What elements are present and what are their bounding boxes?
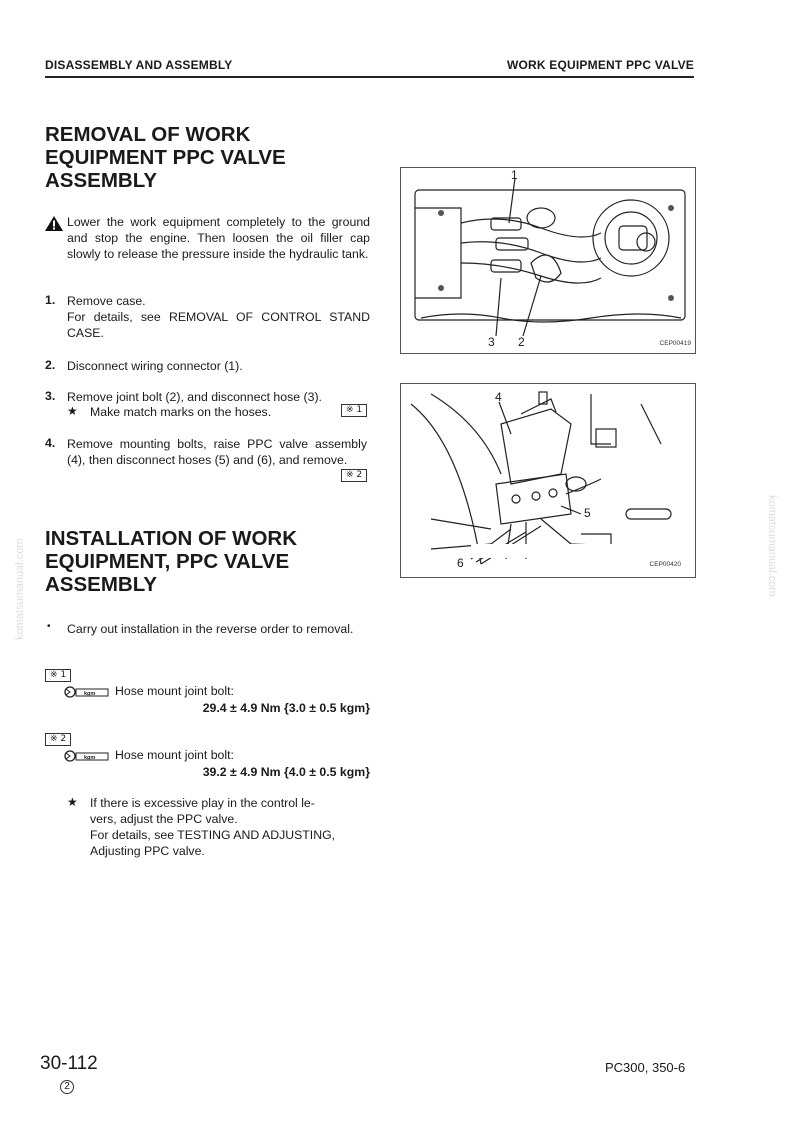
header-rule (45, 76, 694, 78)
star-icon: ★ (67, 404, 78, 418)
step-text (67, 293, 370, 341)
watermark-left: komatsumanual.com (14, 538, 26, 640)
torque-wrench-icon (64, 749, 110, 763)
watermark-right: komatsumanual.com (766, 495, 778, 597)
step-detail: For details, see REMOVAL OF CONTROL STAND CASE. (67, 310, 370, 340)
warning-text: Lower the work equipment completely to the ground and stop the engine. Then loosen the oil filler cap slowly to release the pressure inside the hydraulic tank. (67, 215, 370, 261)
step-text: Remove mounting bolts, raise PPC valve assembly (4), then disconnect hoses (5) and (6), and remove. (67, 437, 367, 467)
figure-callout: 4 (495, 390, 502, 404)
figure-code: CEP00419 (659, 340, 691, 347)
figure-ppc-valve-removal (400, 383, 696, 578)
step-number: 2. (45, 358, 56, 372)
installation-title-line: INSTALLATION OF WORK (45, 527, 298, 550)
figure-callout: 5 (584, 506, 591, 520)
page-number: 30-112 (40, 1053, 98, 1074)
installation-title-line: EQUIPMENT, PPC VALVE (45, 550, 290, 573)
bullet-icon: • (47, 621, 51, 632)
step-number: 3. (45, 389, 56, 403)
warning-triangle-icon (44, 215, 64, 232)
step-text: Remove joint bolt (2), and disconnect hose (3). (67, 390, 322, 404)
step-note: Make match marks on the hoses. (90, 405, 272, 419)
reference-mark: ※ 2 (45, 733, 71, 746)
header-section-title: DISASSEMBLY AND ASSEMBLY (45, 58, 233, 72)
installation-title-line: ASSEMBLY (45, 573, 158, 596)
wrench-label: kgm (84, 755, 96, 761)
step-number: 1. (45, 293, 56, 307)
torque-label: Hose mount joint bolt: (115, 684, 234, 698)
model-number: PC300, 350-6 (605, 1060, 686, 1075)
installation-bullet: Carry out installation in the reverse order to removal. (67, 622, 354, 636)
step-number: 4. (45, 436, 56, 450)
adjust-note-line: For details, see TESTING AND ADJUSTING, (90, 828, 336, 842)
step-text: Disconnect wiring connector (1). (67, 359, 243, 373)
torque-label: Hose mount joint bolt: (115, 748, 234, 762)
header-page-topic: WORK EQUIPMENT PPC VALVE (506, 58, 694, 72)
removal-title-line: ASSEMBLY (45, 169, 158, 192)
removal-title-line: EQUIPMENT PPC VALVE (45, 146, 286, 169)
revision-mark: 2 (60, 1080, 74, 1094)
figure-callout: 6 (457, 556, 464, 570)
figure-callout: 1 (511, 168, 518, 182)
adjust-note (90, 795, 370, 859)
removal-title (45, 123, 286, 192)
torque-value: 29.4 ± 4.9 Nm {3.0 ± 0.5 kgm} (202, 701, 370, 715)
reference-mark: ※ 1 (341, 404, 367, 417)
figure-ppc-valve-connections (400, 167, 696, 354)
star-icon: ★ (67, 795, 78, 809)
removal-title-line: REMOVAL OF WORK (45, 123, 251, 146)
figure-drawing (401, 384, 695, 577)
adjust-note-line: vers, adjust the PPC valve. (90, 812, 238, 826)
reference-mark: ※ 1 (45, 669, 71, 682)
torque-value: 39.2 ± 4.9 Nm {4.0 ± 0.5 kgm} (202, 765, 370, 779)
figure-callout: 2 (518, 335, 525, 349)
step-main: Remove case. (67, 294, 146, 308)
torque-wrench-icon (64, 685, 110, 699)
figure-drawing (401, 168, 695, 353)
adjust-note-line: If there is excessive play in the control le- (90, 796, 315, 810)
reference-mark: ※ 2 (341, 469, 367, 482)
figure-callout: 3 (488, 335, 495, 349)
figure-code: CEP00420 (649, 561, 681, 568)
adjust-note-line: Adjusting PPC valve. (90, 844, 205, 858)
installation-title (45, 527, 297, 596)
wrench-label: kgm (84, 691, 96, 697)
